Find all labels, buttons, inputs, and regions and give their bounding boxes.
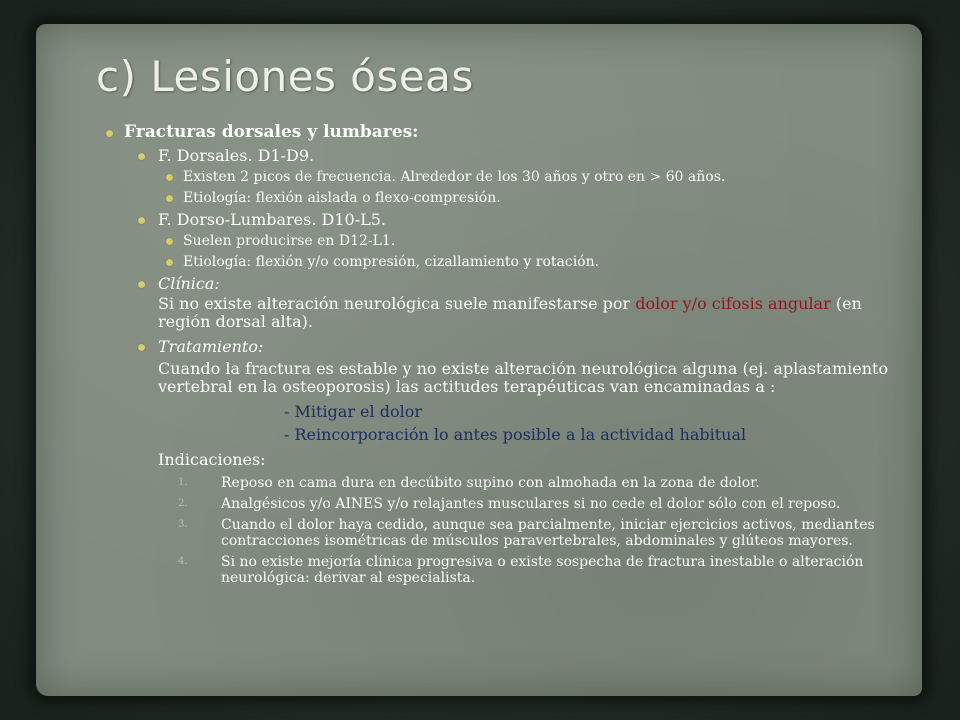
indicacion-item xyxy=(102,475,902,491)
dorsales-item xyxy=(102,189,902,207)
clinica-text-end: (en región dorsal alta). xyxy=(158,294,862,331)
clinica-paragraph xyxy=(102,295,902,331)
indicacion-item xyxy=(102,554,902,586)
indicacion-item xyxy=(102,496,902,512)
bullet-icon xyxy=(166,195,173,202)
bullet-icon xyxy=(138,217,145,224)
bullet-icon xyxy=(166,259,173,266)
indicacion-number: 3. xyxy=(178,519,188,530)
dorsales-bullet xyxy=(102,146,902,165)
indicacion-item xyxy=(102,517,902,549)
dorsales-item xyxy=(102,168,902,186)
indicacion-text: Si no existe mejoría clínica progresiva o existe sospecha de fractura inestable o alteración neurológica: derivar al especialista. xyxy=(221,554,864,586)
bullet-icon xyxy=(138,153,145,160)
dorsolumbares-bullet xyxy=(102,210,902,229)
clinica-highlight: dolor y/o cifosis angular xyxy=(635,294,831,313)
indicacion-text: Analgésicos y/o AINES y/o relajantes musculares si no cede el dolor sólo con el reposo. xyxy=(221,496,841,512)
heading-bullet xyxy=(102,122,902,142)
slide xyxy=(36,24,922,696)
dorsales-item-text: Existen 2 picos de frecuencia. Alrededor de los 30 años y otro en > 60 años. xyxy=(183,169,726,185)
slide-content xyxy=(102,122,902,586)
clinica-label: Clínica: xyxy=(158,274,220,293)
indicacion-number: 2. xyxy=(178,498,188,509)
tratamiento-paragraph: Cuando la fractura es estable y no existe alteración neurológica alguna (ej. aplastamiento vertebral en la osteoporosis) las actitudes terapéuticas van encaminadas a : xyxy=(158,359,889,396)
dorsolumbares-item xyxy=(102,253,902,271)
bullet-icon xyxy=(166,174,173,181)
bullet-icon xyxy=(138,281,145,288)
dorsales-item-text: Etiología: flexión aislada o flexo-compresión. xyxy=(183,190,501,206)
dorsolumbares-label: F. Dorso-Lumbares. D10-L5. xyxy=(158,210,387,229)
tratamiento-goal: - Mitigar el dolor xyxy=(284,402,422,421)
clinica-text: Si no existe alteración neurológica suele manifestarse por xyxy=(158,294,636,313)
indicaciones-label: Indicaciones: xyxy=(158,450,266,469)
dorsolumbares-item xyxy=(102,232,902,250)
dorsolumbares-item-text: Suelen producirse en D12-L1. xyxy=(183,233,396,249)
dorsales-label: F. Dorsales. D1-D9. xyxy=(158,146,315,165)
indicacion-text: Reposo en cama dura en decúbito supino con almohada en la zona de dolor. xyxy=(221,475,760,491)
clinica-bullet xyxy=(102,274,902,293)
dorsolumbares-item-text: Etiología: flexión y/o compresión, cizallamiento y rotación. xyxy=(183,254,600,270)
indicacion-number: 4. xyxy=(178,556,188,567)
bullet-icon xyxy=(138,344,145,351)
indicacion-text: Cuando el dolor haya cedido, aunque sea parcialmente, iniciar ejercicios activos, mediantes contracciones isométricas de músculos paravertebrales, abdominales y glúteos mayores. xyxy=(221,517,875,549)
indicacion-number: 1. xyxy=(178,477,188,488)
bullet-icon xyxy=(106,130,113,137)
slide-title: c) Lesiones óseas xyxy=(96,52,474,101)
heading-text: Fracturas dorsales y lumbares: xyxy=(124,122,419,142)
tratamiento-label: Tratamiento: xyxy=(158,337,264,356)
tratamiento-goal: - Reincorporación lo antes posible a la actividad habitual xyxy=(284,425,747,444)
bullet-icon xyxy=(166,238,173,245)
tratamiento-bullet xyxy=(102,337,902,356)
